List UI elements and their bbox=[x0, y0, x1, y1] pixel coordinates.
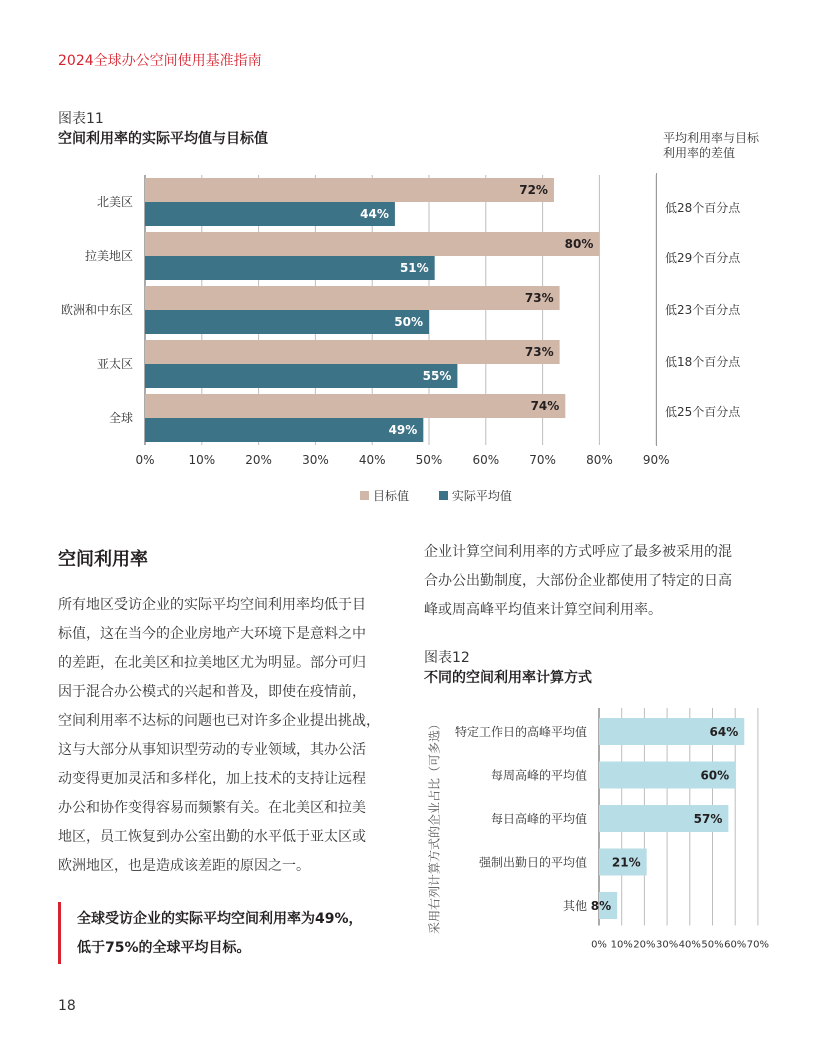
x-tick-label: 40% bbox=[358, 453, 386, 467]
figure12-chart bbox=[440, 705, 780, 960]
bar-actual bbox=[145, 364, 457, 388]
x-tick-label: 0% bbox=[135, 453, 155, 467]
category-label: 特定工作日的高峰平均值 bbox=[454, 725, 587, 739]
figure12-ylabel: 采用右列计算方式的企业占比（可多选） bbox=[427, 717, 442, 935]
bar-value: 60% bbox=[700, 768, 730, 783]
x-tick-label: 70% bbox=[529, 453, 556, 467]
left-paragraph bbox=[58, 591, 398, 881]
gap-value-apac: 低18个百分点 bbox=[665, 355, 741, 369]
bar-actual-value: 50% bbox=[394, 315, 423, 329]
figure11-title: 空间利用率的实际平均值与目标值 bbox=[58, 131, 268, 147]
x-tick-label: 10% bbox=[610, 939, 633, 951]
right-line: 峰或周高峰平均值来计算空间利用率。 bbox=[424, 602, 662, 618]
left-line: 地区，员工恢复到办公室出勤的水平低于亚太区或 bbox=[58, 829, 366, 845]
right-paragraph bbox=[424, 538, 764, 625]
x-tick-label: 40% bbox=[678, 939, 701, 951]
x-tick-label: 50% bbox=[415, 453, 443, 467]
category-label: 欧洲和中东区 bbox=[60, 303, 133, 317]
gap-value-north-america: 低28个百分点 bbox=[665, 201, 741, 215]
x-tick-label: 0% bbox=[591, 939, 607, 951]
x-tick-label: 20% bbox=[633, 939, 656, 951]
category-label: 亚太区 bbox=[96, 357, 133, 371]
left-line: 动变得更加灵活和多样化，加上技术的支持让远程 bbox=[58, 771, 366, 787]
gap-divider bbox=[656, 173, 657, 446]
gap-header bbox=[663, 131, 759, 161]
right-line: 企业计算空间利用率的方式呼应了最多被采用的混 bbox=[424, 544, 732, 560]
gap-value-latam: 低29个百分点 bbox=[665, 251, 741, 265]
figure12-label: 图表12 bbox=[424, 650, 470, 666]
bar-target-value: 74% bbox=[530, 399, 560, 413]
x-tick-label: 90% bbox=[642, 453, 670, 467]
category-label: 全球 bbox=[108, 411, 133, 425]
bar-actual-value: 51% bbox=[399, 261, 429, 275]
legend-actual bbox=[439, 489, 512, 503]
bar-target bbox=[145, 178, 554, 202]
figure11-chart bbox=[0, 160, 680, 480]
bar-target-value: 80% bbox=[564, 237, 594, 251]
bar-actual bbox=[145, 202, 395, 226]
bar-value: 21% bbox=[611, 855, 641, 870]
bar-actual-value: 55% bbox=[422, 369, 452, 383]
page-number: 18 bbox=[58, 998, 76, 1014]
legend-target-swatch bbox=[360, 491, 369, 500]
chart-legend bbox=[360, 485, 512, 504]
legend-actual-swatch bbox=[439, 491, 448, 500]
category-label: 每日高峰的平均值 bbox=[490, 812, 587, 826]
bar-actual bbox=[145, 310, 429, 334]
key-stat-callout bbox=[58, 902, 391, 964]
left-line: 办公和协作变得容易而频繁有关。在北美区和拉美 bbox=[58, 800, 366, 816]
figure12-title: 不同的空间利用率计算方式 bbox=[424, 670, 592, 686]
bar-target-value: 72% bbox=[519, 183, 548, 197]
gap-value-global: 低25个百分点 bbox=[665, 405, 741, 419]
bar-target bbox=[145, 286, 560, 310]
section-heading: 空间利用率 bbox=[58, 549, 148, 570]
bar-value: 8% bbox=[590, 899, 612, 913]
callout-line: 全球受访企业的实际平均空间利用率为49%， bbox=[77, 911, 363, 927]
x-tick-label: 60% bbox=[472, 453, 500, 467]
x-tick-label: 10% bbox=[188, 453, 216, 467]
left-line: 的差距，在北美区和拉美地区尤为明显。部分可归 bbox=[58, 655, 366, 671]
bar-actual bbox=[145, 256, 435, 280]
category-label: 北美区 bbox=[96, 195, 133, 209]
gap-header-line2: 利用率的差值 bbox=[663, 146, 736, 160]
bar-value: 57% bbox=[693, 812, 723, 826]
bar-target bbox=[145, 394, 565, 418]
x-tick-label: 20% bbox=[245, 453, 272, 467]
category-label: 拉美地区 bbox=[84, 249, 133, 263]
x-tick-label: 50% bbox=[701, 939, 724, 951]
bar-actual-value: 49% bbox=[388, 423, 418, 437]
x-tick-label: 30% bbox=[655, 939, 679, 951]
report-header: 2024全球办公空间使用基准指南 bbox=[58, 53, 262, 69]
bar-actual bbox=[145, 418, 423, 442]
bar-actual-value: 44% bbox=[360, 207, 389, 221]
category-label: 强制出勤日的平均值 bbox=[478, 855, 587, 870]
x-tick-label: 80% bbox=[586, 453, 613, 467]
x-tick-label: 70% bbox=[746, 939, 770, 951]
x-tick-label: 60% bbox=[724, 939, 747, 951]
left-line: 欧洲地区，也是造成该差距的原因之一。 bbox=[58, 858, 310, 874]
category-label: 每周高峰的平均值 bbox=[490, 768, 587, 783]
category-label: 其他 bbox=[562, 899, 587, 913]
x-tick-label: 30% bbox=[302, 453, 329, 467]
callout-line: 低于75%的全球平均目标。 bbox=[77, 940, 251, 956]
right-line: 合办公出勤制度，大部份企业都使用了特定的日高 bbox=[424, 573, 732, 589]
left-line: 标值，这在当今的企业房地产大环境下是意料之中 bbox=[58, 626, 366, 642]
legend-target bbox=[360, 489, 413, 503]
bar-target-value: 73% bbox=[524, 291, 554, 305]
bar-target bbox=[145, 232, 599, 256]
gap-value-emea: 低23个百分点 bbox=[665, 303, 741, 317]
legend-actual-label: 实际平均值 bbox=[451, 489, 512, 503]
left-line: 空间利用率不达标的问题也已对许多企业提出挑战， bbox=[58, 713, 380, 729]
gap-header-line1: 平均利用率与目标 bbox=[663, 131, 760, 145]
bar-target bbox=[145, 340, 560, 364]
left-line: 所有地区受访企业的实际平均空间利用率均低于目 bbox=[58, 597, 366, 613]
bar-value: 64% bbox=[709, 725, 739, 739]
left-line: 因于混合办公模式的兴起和普及，即使在疫情前， bbox=[58, 684, 366, 700]
bar-target-value: 73% bbox=[524, 345, 554, 359]
figure11-label: 图表11 bbox=[58, 111, 104, 127]
legend-target-label: 目标值 bbox=[373, 489, 410, 503]
left-line: 这与大部分从事知识型劳动的专业领域，其办公活 bbox=[58, 742, 366, 758]
